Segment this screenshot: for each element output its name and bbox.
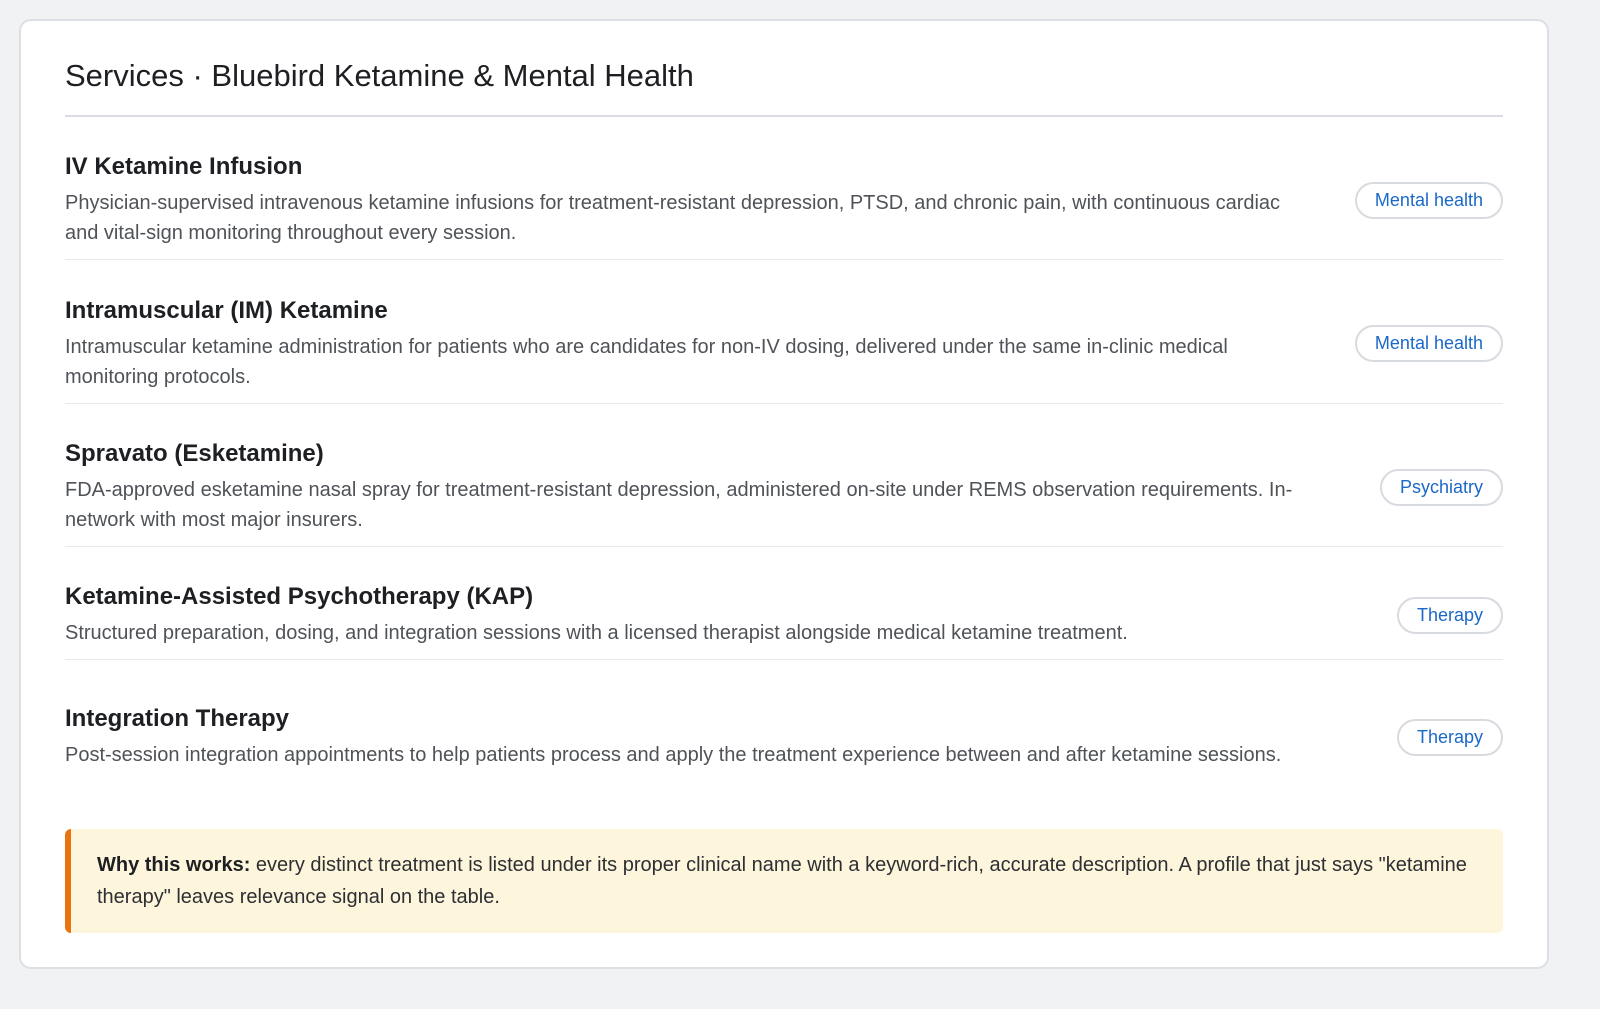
service-name: Intramuscular (IM) Ketamine [65,296,388,324]
service-name: Integration Therapy [65,705,290,732]
service-description: Post-session integration appointments to help patients process and apply the treatment experience between and after ketamine sessions. [65,744,1282,766]
services-card [19,19,1549,969]
callout-lead: Why this works: [97,854,251,876]
service-text [65,439,1295,535]
category-tag[interactable]: Therapy [1397,719,1503,756]
service-row [65,547,1503,660]
callout-body: every distinct treatment is listed under its proper clinical name with a keyword-rich, accurate description. A profile that just says "ketamine therapy" leaves relevance signal on the table. [97,854,1467,908]
service-description: FDA-approved esketamine nasal spray for treatment-resistant depression, administered on-site under REMS observation requirements. In-network with most major insurers. [65,479,1293,531]
service-row [65,260,1503,404]
service-row [65,660,1503,790]
category-tag[interactable]: Psychiatry [1380,469,1503,506]
service-text [65,582,1295,648]
service-name: Ketamine-Assisted Psychotherapy (KAP) [65,583,534,610]
card-title: Services · Bluebird Ketamine & Mental Health [65,21,1503,117]
service-row [65,404,1503,547]
why-this-works-callout [65,829,1503,933]
service-text [65,296,1295,392]
service-description: Physician-supervised intravenous ketamine infusions for treatment-resistant depression, PTSD, and chronic pain, with continuous cardiac and vital-sign monitoring throughout every session. [65,192,1281,244]
category-tag[interactable]: Mental health [1355,325,1503,362]
category-tag[interactable]: Mental health [1355,182,1503,219]
service-description: Structured preparation, dosing, and integration sessions with a licensed therapist alongside medical ketamine treatment. [65,622,1128,644]
service-text [65,152,1295,248]
category-tag[interactable]: Therapy [1397,597,1503,634]
service-list [65,117,1503,790]
service-text [65,704,1295,770]
service-row [65,117,1503,260]
service-description: Intramuscular ketamine administration for patients who are candidates for non-IV dosing, delivered under the same in-clinic medical monitoring protocols. [65,335,1228,388]
service-name: IV Ketamine Infusion [65,153,303,180]
service-name: Spravato (Esketamine) [65,440,324,467]
